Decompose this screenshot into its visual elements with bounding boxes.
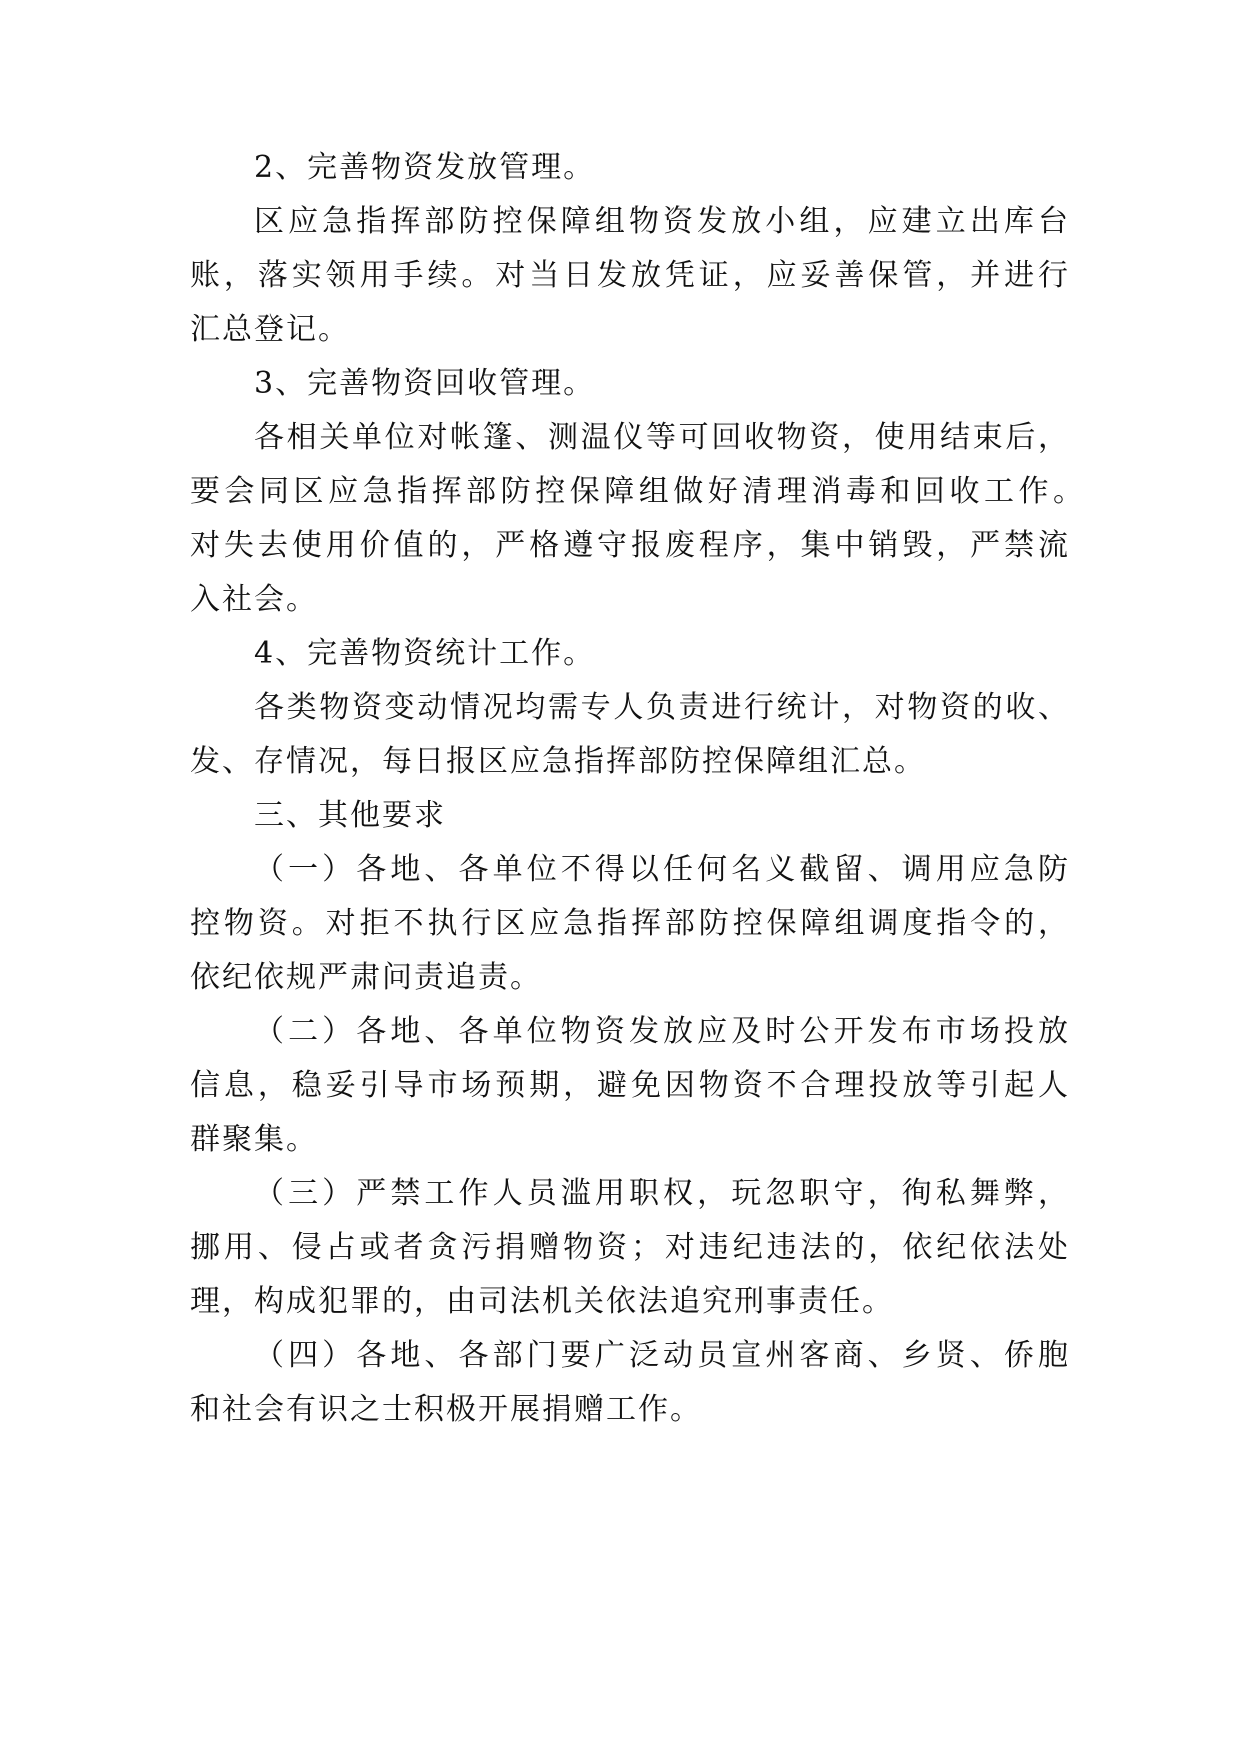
- requirement-1-line: 控物资。对拒不执行区应急指挥部防控保障组调度指令的，: [190, 906, 1070, 941]
- paragraph-line: 要会同区应急指挥部防控保障组做好清理消毒和回收工作。: [190, 474, 1085, 509]
- paragraph-line: 汇总登记。: [190, 312, 350, 347]
- paragraph-line: 各相关单位对帐篷、测温仪等可回收物资，使用结束后，: [254, 420, 1070, 455]
- requirement-1-line: （一）各地、各单位不得以任何名义截留、调用应急防: [254, 852, 1070, 887]
- requirement-3-line: 理，构成犯罪的，由司法机关依法追究刑事责任。: [190, 1284, 894, 1319]
- paragraph-line: 对失去使用价值的，严格遵守报废程序，集中销毁，严禁流: [190, 528, 1070, 563]
- requirement-4-line: （四）各地、各部门要广泛动员宣州客商、乡贤、侨胞: [254, 1338, 1070, 1373]
- paragraph-line: 账，落实领用手续。对当日发放凭证，应妥善保管，并进行: [190, 258, 1070, 293]
- requirement-3-line: （三）严禁工作人员滥用职权，玩忽职守，徇私舞弊，: [254, 1176, 1070, 1211]
- paragraph-line: 入社会。: [190, 582, 318, 617]
- paragraph-line: 区应急指挥部防控保障组物资发放小组，应建立出库台: [254, 204, 1070, 239]
- heading-material-distribution: 2、完善物资发放管理。: [254, 150, 596, 185]
- heading-material-statistics: 4、完善物资统计工作。: [254, 636, 596, 671]
- heading-material-recovery: 3、完善物资回收管理。: [254, 366, 596, 401]
- requirement-2-line: 群聚集。: [190, 1122, 318, 1157]
- requirement-2-line: 信息，稳妥引导市场预期，避免因物资不合理投放等引起人: [190, 1068, 1070, 1103]
- requirement-3-line: 挪用、侵占或者贪污捐赠物资；对违纪违法的，依纪依法处: [190, 1230, 1070, 1265]
- requirement-4-line: 和社会有识之士积极开展捐赠工作。: [190, 1392, 702, 1427]
- paragraph-line: 各类物资变动情况均需专人负责进行统计，对物资的收、: [254, 690, 1070, 725]
- paragraph-line: 发、存情况，每日报区应急指挥部防控保障组汇总。: [190, 744, 926, 779]
- section-heading-other-requirements: 三、其他要求: [254, 798, 446, 833]
- requirement-2-line: （二）各地、各单位物资发放应及时公开发布市场投放: [254, 1014, 1070, 1049]
- requirement-1-line: 依纪依规严肃问责追责。: [190, 960, 542, 995]
